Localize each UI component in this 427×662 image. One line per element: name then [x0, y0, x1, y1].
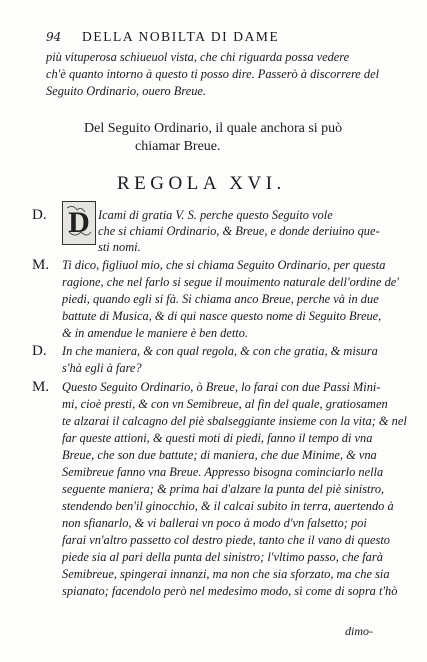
dialogue-line: Ti dico, figliuol mio, che si chiama Seguito Ordinario, per questa — [62, 258, 386, 272]
speaker-label: M. — [32, 257, 50, 273]
dialogue-line: Icami di gratia V. S. perche questo Seguito vole — [98, 208, 333, 222]
intro-line: ch'è quanto intorno à questo ti posso dire. Passerò à discorrere del — [46, 67, 380, 81]
speaker-label: D. — [32, 207, 47, 223]
folio-number: 94 — [46, 30, 62, 44]
dialogue-line: battute di Musica, & di qui nasce questo nome di Seguito Breue, — [62, 309, 382, 323]
dialogue-line: piedi, quando egli si fà. Si chiama anco Breue, perche và in due — [62, 292, 379, 306]
dialogue-line: sti nomi. — [98, 240, 141, 254]
chapter-subheading-line2: chiamar Breue. — [135, 139, 221, 154]
dialogue-line: far queste attioni, & questi moti di piedi, fanno il tempo di vna — [62, 431, 373, 445]
dialogue-line: In che maniera, & con qual regola, & con che gratia, & misura — [62, 344, 378, 358]
dialogue-line: Breue, che son due battute; di maniera, che due Minime, & vna — [62, 448, 377, 462]
dialogue-line: mi, cioè presti, & con vn Semibreue, al fin del quale, gratiosamen — [62, 397, 388, 411]
intro-line: Seguito Ordinario, ouero Breue. — [46, 84, 207, 98]
dialogue-line: stendendo ben'il ginocchio, & il calcai subito in terra, auertendo à — [62, 499, 394, 513]
dialogue-line: ragione, che nel farlo si segue il mouimento naturale dell'ordine de' — [62, 275, 399, 289]
speaker-label: M. — [32, 379, 50, 395]
dialogue-line: non sfianarlo, & vi ballerai vn poco à modo d'vn falsetto; poi — [62, 516, 367, 530]
dialogue-line: te alzarai il calcagno del piè sbalseggiante insieme con la vita; & nel — [62, 414, 407, 428]
page-header — [46, 29, 396, 47]
decorated-initial — [62, 201, 96, 245]
dialogue-line: che si chiami Ordinario, & Breue, e donde deriuino que- — [98, 224, 380, 238]
dialogue-line: Semibreue fanno vna Breue. Appresso bisogna cominciarlo nella — [62, 465, 384, 479]
speaker-label: D. — [32, 343, 47, 359]
chapter-subheading-line1: Del Seguito Ordinario, il quale anchora si può — [84, 121, 343, 136]
dialogue-line: s'hà egli à fare? — [62, 361, 142, 375]
dialogue-line: farai vn'altro passetto col destro piede, tanto che il vano di questo — [62, 533, 390, 547]
dialogue-line: seguente maniera; & prima hai d'alzare la punta del piè sinistro, — [62, 482, 385, 496]
catchword: dimo- — [345, 624, 373, 638]
initial-letter: D — [68, 206, 90, 239]
running-title: DELLA NOBILTA DI DAME — [82, 29, 280, 44]
dialogue-line: & in amendue le maniere è ben detto. — [62, 326, 249, 340]
dialogue-line: Questo Seguito Ordinario, ò Breue, lo farai con due Passi Mini- — [62, 380, 381, 394]
dialogue-line: spianato; facendolo però nel medesimo modo, sì come di sopra t'hò — [62, 584, 398, 598]
dialogue-line: Semibreue, spingerai innanzi, ma non che sia sforzato, ma che sia — [62, 567, 390, 581]
dialogue-line: piede sia al pari della punta del sinistro; l'vltimo passo, che farà — [62, 550, 383, 564]
intro-line: più vituperosa schiueuol vista, che chi riguarda possa vedere — [46, 50, 350, 64]
rule-heading: REGOLA XVI. — [117, 173, 286, 194]
ornamental-initial-icon — [63, 202, 95, 244]
